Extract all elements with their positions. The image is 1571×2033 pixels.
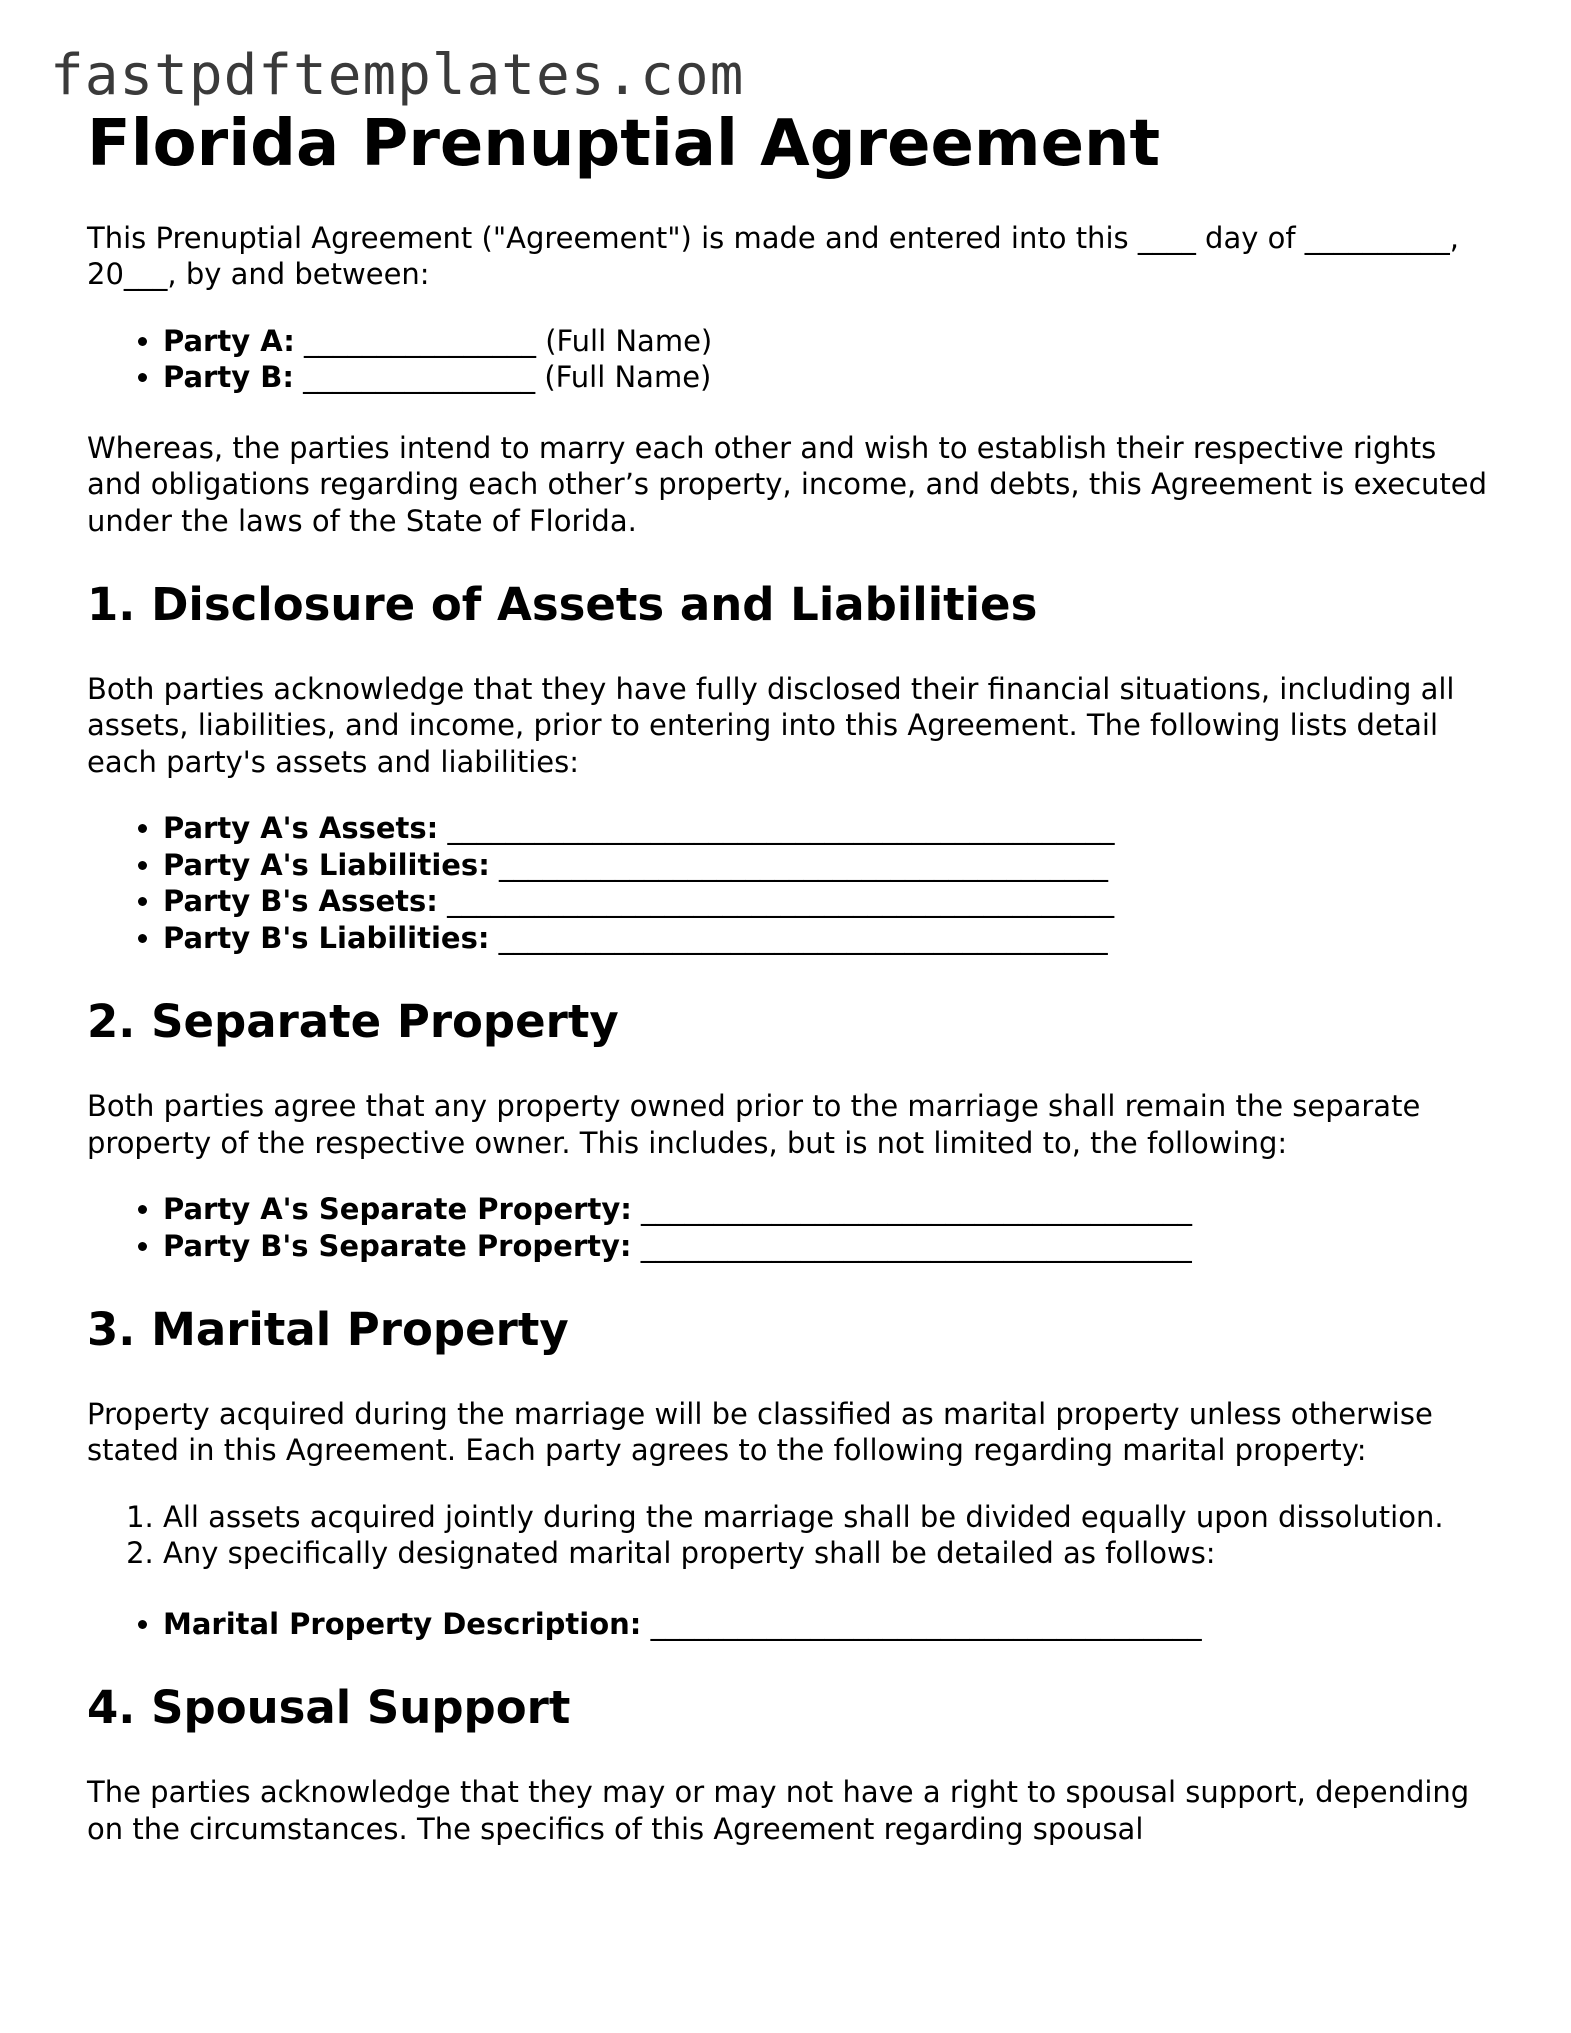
marital-property-description-field[interactable]: ______________________________________ bbox=[641, 1606, 1202, 1641]
party-b-assets-field[interactable]: ______________________________________________ bbox=[437, 884, 1115, 919]
spousal-support-paragraph: The parties acknowledge that they may or may not have a right to spousal support, depending on the circumstances. The specifics of this Agreement regarding spousal bbox=[87, 1775, 1470, 1846]
list-item bbox=[163, 883, 1497, 920]
party-b-liabilities-field[interactable]: __________________________________________ bbox=[489, 920, 1108, 955]
party-b-separate-property-label: Party B's Separate Property: bbox=[163, 1228, 632, 1263]
whereas-paragraph: Whereas, the parties intend to marry each other and wish to establish their respective rights and obligations regarding each other’s property, income, and debts, this Agreement is executed under the laws of the State of Florida. bbox=[87, 430, 1488, 538]
party-b-separate-property-field[interactable]: ______________________________________ bbox=[631, 1228, 1192, 1263]
watermark: fastpdftemplates.com bbox=[50, 43, 745, 108]
list-item bbox=[163, 847, 1497, 884]
separate-property-list bbox=[87, 1191, 1497, 1264]
section-heading-marital-property: 3. Marital Property bbox=[87, 1303, 569, 1357]
list-item bbox=[163, 810, 1497, 847]
party-a-label: Party A: bbox=[163, 323, 295, 358]
party-a-assets-label: Party A's Assets: bbox=[163, 811, 439, 846]
party-b-liabilities-label: Party B's Liabilities: bbox=[163, 920, 490, 955]
party-b-name-field[interactable]: ________________ (Full Name) bbox=[293, 360, 712, 395]
marital-property-numbered-list bbox=[87, 1499, 1497, 1572]
party-a-separate-property-label: Party A's Separate Property: bbox=[163, 1192, 632, 1227]
marital-property-paragraph: Property acquired during the marriage will be classified as marital property unless otherwise stated in this Agreement. Each party agrees to the following regarding marital property: bbox=[87, 1396, 1433, 1468]
section-heading-spousal-support: 4. Spousal Support bbox=[87, 1681, 571, 1735]
marital-property-description-label: Marital Property Description: bbox=[163, 1606, 642, 1641]
list-item bbox=[163, 359, 1497, 396]
intro-paragraph: This Prenuptial Agreement ("Agreement") is made and entered into this ____ day of __________, 20___, by and between: bbox=[87, 220, 1459, 292]
document-title: Florida Prenuptial Agreement bbox=[87, 107, 1161, 181]
party-a-name-field[interactable]: ________________ (Full Name) bbox=[294, 323, 713, 358]
party-a-separate-property-field[interactable]: ______________________________________ bbox=[631, 1192, 1193, 1227]
party-b-assets-label: Party B's Assets: bbox=[163, 884, 438, 919]
parties-list bbox=[87, 323, 1497, 396]
separate-property-paragraph: Both parties agree that any property owned prior to the marriage shall remain the separate property of the respective owner. This includes, but is not limited to, the following: bbox=[87, 1089, 1421, 1160]
section-heading-disclosure: 1. Disclosure of Assets and Liabilities bbox=[87, 578, 1038, 632]
list-item bbox=[163, 1228, 1497, 1265]
marital-property-list bbox=[87, 1606, 1497, 1643]
disclosure-paragraph: Both parties acknowledge that they have fully disclosed their financial situations, including all assets, liabilities, and income, prior to entering into this Agreement. The following lists detail each party's assets and liabilities: bbox=[87, 671, 1455, 779]
list-item bbox=[163, 1191, 1497, 1228]
list-item bbox=[163, 1606, 1497, 1643]
party-b-label: Party B: bbox=[163, 360, 294, 395]
party-a-liabilities-label: Party A's Liabilities: bbox=[163, 847, 490, 882]
disclosure-list bbox=[87, 810, 1497, 956]
section-heading-separate-property: 2. Separate Property bbox=[87, 995, 619, 1049]
list-item bbox=[163, 920, 1497, 957]
party-a-liabilities-field[interactable]: __________________________________________ bbox=[489, 847, 1109, 882]
list-item bbox=[163, 323, 1497, 360]
list-item: 1. All assets acquired jointly during the marriage shall be divided equally upon dissolution. bbox=[163, 1499, 1497, 1536]
party-a-assets-field[interactable]: ______________________________________________ bbox=[438, 811, 1115, 846]
document-body bbox=[87, 108, 1497, 1877]
list-item: 2. Any specifically designated marital property shall be detailed as follows: bbox=[163, 1535, 1497, 1572]
